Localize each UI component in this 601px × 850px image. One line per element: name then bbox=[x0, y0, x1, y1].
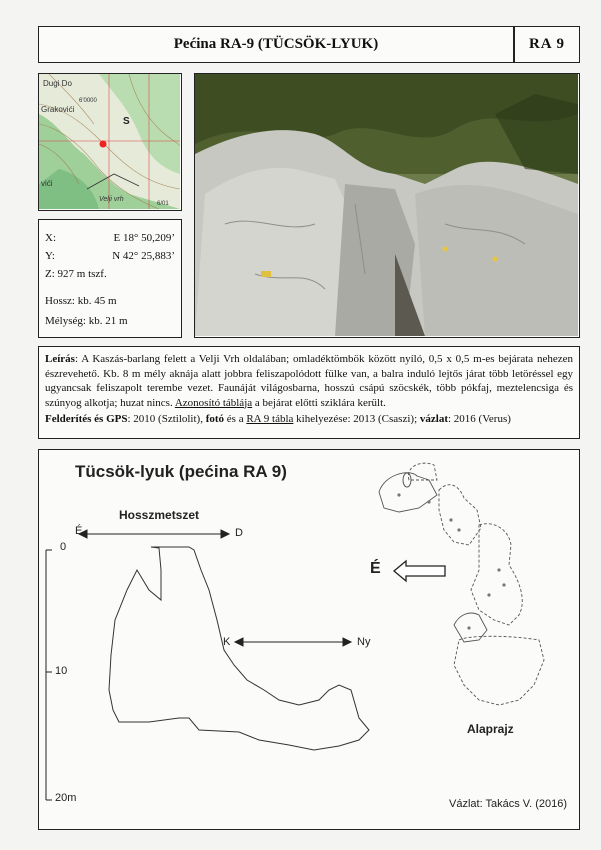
id-plate-link: Azonosító táblája bbox=[174, 396, 253, 409]
svg-text:6'0000: 6'0000 bbox=[79, 98, 97, 104]
location-map bbox=[38, 73, 182, 211]
entrance-photo bbox=[194, 73, 580, 338]
x-value: E 18° 50,209’ bbox=[113, 232, 175, 244]
section-left-label: É bbox=[75, 525, 83, 537]
north-arrow bbox=[394, 561, 445, 581]
title-bar bbox=[38, 26, 580, 63]
svg-text:6/01: 6/01 bbox=[157, 201, 169, 207]
x-label: X: bbox=[45, 232, 56, 244]
plan-label: Alaprajz bbox=[467, 722, 514, 736]
north-label: É bbox=[370, 560, 381, 577]
svg-text:Dugi Do: Dugi Do bbox=[43, 79, 72, 88]
section-label: Hosszmetszet bbox=[119, 508, 200, 522]
depth-scale bbox=[46, 550, 52, 800]
survey-title: Tücsök-lyuk (pećina RA 9) bbox=[75, 462, 287, 481]
description-label: Leírás bbox=[45, 353, 75, 365]
plan-right-label: Ny bbox=[357, 636, 371, 648]
description-panel bbox=[38, 346, 580, 439]
cave-code: RA 9 bbox=[528, 36, 566, 52]
plan-outline bbox=[379, 463, 544, 705]
section-right-label: D bbox=[235, 527, 243, 539]
survey-drawing bbox=[38, 449, 580, 830]
survey-svg bbox=[39, 450, 578, 828]
svg-text:Velji vrh: Velji vrh bbox=[99, 196, 124, 203]
svg-text:Grakovići: Grakovići bbox=[41, 105, 75, 114]
plan-blocks bbox=[397, 493, 505, 629]
y-value: N 42° 25,883’ bbox=[112, 250, 175, 262]
rock-photo-image bbox=[195, 74, 578, 336]
description-text: Leírás: A Kaszás-barlang felett a Velji Vrh oldalában; omladéktömbök között nyíló, 0,5 x 0,5 m-es bejárata nehezen észrevehető. Kb. 8 m mély aknája alatt jobbra feliszapolódott fülke van, a balra induló lejtős járat több letöréssel egy ugyancsak feliszapolt terembe vezet. Faunáját világosbarna, hosszú csápú szöcskék, több pókfaj, meztelencsiga és szúnyog alkotja; huzat nincs. Azonosító táblája a bejárat előtti sziklára került. bbox=[45, 353, 573, 409]
scale-10: 10 bbox=[55, 665, 68, 677]
y-label: Y: bbox=[45, 250, 55, 262]
svg-text:vići: vići bbox=[41, 179, 53, 188]
credits-text: Felderítés és GPS: 2010 (Sztilolit), fotó és a RA 9 tábla kihelyezése: 2013 (Csaszi); vázlat: 2016 (Verus) bbox=[45, 413, 511, 425]
plan-left-label: K bbox=[223, 636, 231, 648]
topo-map-image bbox=[39, 74, 180, 209]
svg-text:S: S bbox=[123, 116, 130, 127]
section-direction-arrow bbox=[79, 530, 229, 538]
coordinates-panel bbox=[38, 219, 182, 338]
cave-length: Hossz: kb. 45 m bbox=[45, 295, 117, 307]
cave-depth: Mélység: kb. 21 m bbox=[45, 315, 128, 327]
scale-20: 20m bbox=[55, 792, 77, 804]
page-title: Pećina RA-9 (TÜCSÖK-LYUK) bbox=[173, 36, 379, 52]
plan-direction-arrow bbox=[235, 638, 351, 646]
section-outline bbox=[109, 547, 369, 750]
altitude: Z: 927 m tszf. bbox=[45, 268, 107, 280]
survey-credit: Vázlat: Takács V. (2016) bbox=[449, 798, 568, 810]
scale-0: 0 bbox=[60, 541, 67, 553]
